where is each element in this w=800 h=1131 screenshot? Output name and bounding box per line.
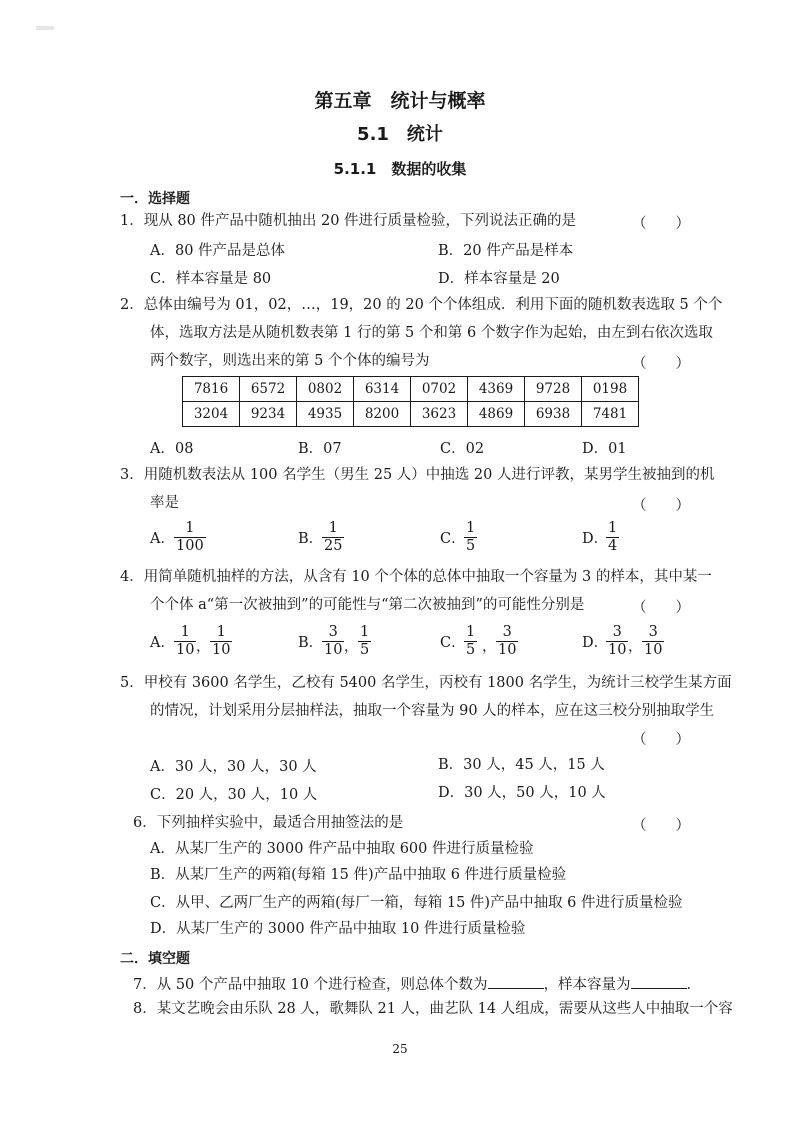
scan-speck [36,26,54,30]
fraction-denominator: 5 [360,642,370,658]
q4-option-a-fraction-2 [210,624,232,659]
fraction-denominator: 10 [498,642,517,658]
q3-answer-paren: （ ） [632,498,690,514]
fraction-denominator: 10 [176,642,195,658]
fraction-denominator: 4 [608,538,618,554]
fraction-denominator: 10 [212,642,231,658]
fraction-numerator: 3 [502,624,512,640]
q4-option-c-comma: ， [482,639,497,655]
q1-option-b: B．20 件产品是样本 [438,243,574,259]
q3-option-d-fraction [606,520,619,555]
q5-option-b: B．30 人，45 人，15 人 [438,757,605,773]
q6-option-b: B．从某厂生产的两箱(每箱 15 件)产品中抽取 6 件进行质量检验 [150,867,567,883]
table-cell: 0198 [582,377,639,402]
q1-option-c: C．样本容量是 80 [150,271,272,287]
q3-option-a-fraction [174,520,206,555]
fraction-numerator: 1 [328,520,338,536]
q7-line [133,974,701,994]
fraction-denominator: 5 [466,642,476,658]
q4-option-c-label: C． [440,635,466,651]
table-cell: 4369 [468,377,525,402]
q1-stem: 1．现从 80 件产品中随机抽出 20 件进行质量检验，下列说法正确的是 [120,213,577,229]
q7-text-part2: ，样本容量为 [543,977,631,993]
q4-option-d-fraction-1 [606,624,628,659]
table-cell: 9234 [240,402,297,427]
table-row [183,377,639,402]
q4-stem-line2: 个个体 a“第一次被抽到”的可能性与“第二次被抽到”的可能性分别是 [150,597,585,613]
q6-option-d: D．从某厂生产的 3000 件产品中抽取 10 件进行质量检验 [150,921,526,937]
q2-option-b: B．07 [298,441,342,457]
q7-blank-population[interactable] [488,974,544,989]
q6-answer-paren: （ ） [632,818,690,834]
q6-option-a: A．从某厂生产的 3000 件产品中抽取 600 件进行质量检验 [150,841,534,857]
q3-option-b-fraction [322,520,344,555]
section-heading-choice: 一．选择题 [120,191,190,207]
section-heading-fill: 二．填空题 [120,951,190,967]
q2-answer-paren: （ ） [632,356,690,372]
table-cell: 7816 [183,377,240,402]
q2-stem-line1: 2．总体由编号为 01，02，…，19，20 的 20 个个体组成．利用下面的随机数表选取 5 个个 [120,297,723,313]
fraction-numerator: 1 [608,520,618,536]
q2-option-d: D．01 [582,441,627,457]
fraction-numerator: 1 [466,520,476,536]
random-number-table [182,376,639,427]
q4-option-d-label: D． [582,635,609,651]
fraction-denominator: 10 [324,642,343,658]
q7-text-part3: ． [686,977,702,993]
q3-option-c-label: C． [440,531,466,547]
q3-option-c-fraction [464,520,477,555]
q4-option-a-comma: ， [196,639,211,655]
table-cell: 3204 [183,402,240,427]
q5-option-c: C．20 人，30 人，10 人 [150,787,318,803]
fraction-numerator: 1 [185,520,195,536]
table-cell: 6572 [240,377,297,402]
q4-option-d-comma: ， [628,639,643,655]
page-number: 25 [392,1042,408,1056]
section-title: 5.1 统计 [357,124,443,145]
q3-option-a-label: A． [150,531,175,547]
table-cell: 0802 [297,377,354,402]
q4-option-a-fraction-1 [174,624,196,659]
table-cell: 0702 [411,377,468,402]
q4-answer-paren: （ ） [632,600,690,616]
q2-option-c: C．02 [440,441,485,457]
q1-option-a: A．80 件产品是总体 [150,243,286,259]
q4-option-b-fraction-1 [322,624,344,659]
table-cell: 9728 [525,377,582,402]
q7-blank-sample-size[interactable] [631,974,687,989]
subsection-title: 5.1.1 数据的收集 [333,160,467,178]
q2-option-a: A．08 [150,441,194,457]
fraction-denominator: 5 [466,538,476,554]
fraction-numerator: 3 [612,624,622,640]
q5-option-d: D．30 人，50 人，10 人 [438,785,606,801]
q6-stem: 6．下列抽样实验中，最适合用抽签法的是 [133,815,404,831]
fraction-numerator: 1 [360,624,370,640]
q5-stem-line2: 的情况，计划采用分层抽样法，抽取一个容量为 90 人的样本，应在这三校分别抽取学生 [150,703,715,719]
table-cell: 7481 [582,402,639,427]
chapter-title: 第五章 统计与概率 [314,90,486,112]
fraction-numerator: 3 [648,624,658,640]
fraction-numerator: 1 [180,624,190,640]
q2-stem-line2: 体，选取方法是从随机数表第 1 行的第 5 个和第 6 个数字作为起始，由左到右依次选取 [150,325,713,341]
q4-option-d-fraction-2 [642,624,664,659]
table-cell: 8200 [354,402,411,427]
fraction-numerator: 3 [328,624,338,640]
q8-stem-line1: 8．某文艺晚会由乐队 28 人，歌舞队 21 人，曲艺队 14 人组成，需要从这些人中抽取一个容 [133,1001,733,1017]
fraction-denominator: 10 [608,642,627,658]
q6-option-c: C．从甲、乙两厂生产的两箱(每厂一箱，每箱 15 件)产品中抽取 6 件进行质量检验 [150,895,683,911]
q4-option-a-label: A． [150,635,175,651]
fraction-numerator: 1 [466,624,476,640]
q2-stem-line3: 两个数字，则选出来的第 5 个个体的编号为 [150,353,430,369]
table-row [183,402,639,427]
q5-answer-paren: （ ） [632,732,690,748]
q4-option-b-comma: ， [344,639,359,655]
table-cell: 6314 [354,377,411,402]
q7-text-part1: 7．从 50 个产品中抽取 10 个进行检查，则总体个数为 [133,977,488,993]
q5-stem-line1: 5．甲校有 3600 名学生，乙校有 5400 名学生，丙校有 1800 名学生，为统计三校学生某方面 [120,675,732,691]
table-cell: 4935 [297,402,354,427]
q4-option-b-label: B． [298,635,324,651]
q1-option-d: D．样本容量是 20 [438,271,560,287]
fraction-denominator: 100 [176,538,204,554]
q4-option-c-fraction-2 [496,624,518,659]
fraction-numerator: 1 [216,624,226,640]
q4-stem-line1: 4．用简单随机抽样的方法，从含有 10 个个体的总体中抽取一个容量为 3 的样本，其中某一 [120,569,712,585]
q3-stem-line1: 3．用随机数表法从 100 名学生（男生 25 人）中抽选 20 人进行评教，某男学生被抽到的机 [120,467,715,483]
fraction-denominator: 10 [644,642,663,658]
q3-option-b-label: B． [298,531,324,547]
q4-option-b-fraction-2 [358,624,371,659]
q3-option-d-label: D． [582,531,609,547]
table-cell: 4869 [468,402,525,427]
q3-stem-line2: 率是 [150,495,179,511]
fraction-denominator: 25 [324,538,343,554]
table-cell: 3623 [411,402,468,427]
q5-option-a: A．30 人，30 人，30 人 [150,759,317,775]
q4-option-c-fraction-1 [464,624,477,659]
table-cell: 6938 [525,402,582,427]
q1-answer-paren: （ ） [632,216,690,232]
